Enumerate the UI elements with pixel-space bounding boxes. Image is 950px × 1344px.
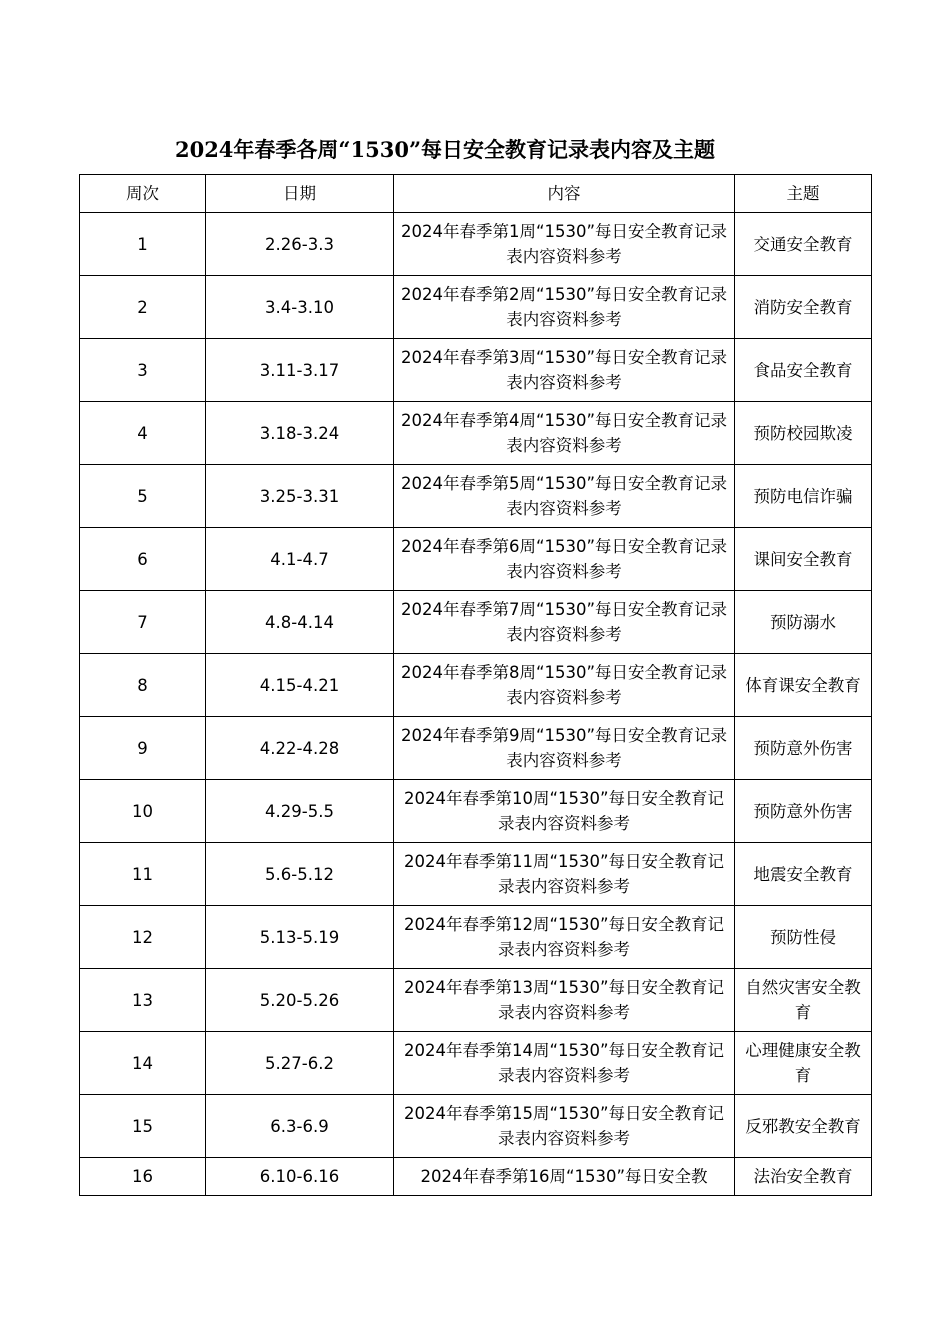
content-cell: 2024年春季第4周“1530”每日安全教育记录表内容资料参考	[394, 402, 735, 465]
week-cell: 8	[80, 654, 206, 717]
content-cell: 2024年春季第2周“1530”每日安全教育记录表内容资料参考	[394, 276, 735, 339]
week-cell: 10	[80, 780, 206, 843]
theme-cell: 地震安全教育	[735, 843, 872, 906]
date-cell: 4.15-4.21	[206, 654, 394, 717]
table-row	[80, 843, 872, 906]
content-cell: 2024年春季第7周“1530”每日安全教育记录表内容资料参考	[394, 591, 735, 654]
table-row	[80, 591, 872, 654]
week-cell: 13	[80, 969, 206, 1032]
theme-cell: 反邪教安全教育	[735, 1095, 872, 1158]
theme-cell: 自然灾害安全教育	[735, 969, 872, 1032]
week-cell: 11	[80, 843, 206, 906]
week-cell: 15	[80, 1095, 206, 1158]
table-row	[80, 213, 872, 276]
date-cell: 5.20-5.26	[206, 969, 394, 1032]
date-cell: 4.1-4.7	[206, 528, 394, 591]
table-row	[80, 906, 872, 969]
content-cell: 2024年春季第5周“1530”每日安全教育记录表内容资料参考	[394, 465, 735, 528]
theme-cell: 预防校园欺凌	[735, 402, 872, 465]
content-cell: 2024年春季第1周“1530”每日安全教育记录表内容资料参考	[394, 213, 735, 276]
week-cell: 4	[80, 402, 206, 465]
content-cell: 2024年春季第15周“1530”每日安全教育记录表内容资料参考	[394, 1095, 735, 1158]
week-cell: 5	[80, 465, 206, 528]
header-week: 周次	[80, 175, 206, 213]
week-cell: 3	[80, 339, 206, 402]
content-cell: 2024年春季第3周“1530”每日安全教育记录表内容资料参考	[394, 339, 735, 402]
date-cell: 3.11-3.17	[206, 339, 394, 402]
theme-cell: 体育课安全教育	[735, 654, 872, 717]
date-cell: 6.3-6.9	[206, 1095, 394, 1158]
week-cell: 14	[80, 1032, 206, 1095]
theme-cell: 预防性侵	[735, 906, 872, 969]
table-row	[80, 1032, 872, 1095]
table-header-row	[80, 175, 872, 213]
table-row	[80, 339, 872, 402]
theme-cell: 食品安全教育	[735, 339, 872, 402]
theme-cell: 法治安全教育	[735, 1158, 872, 1196]
theme-cell: 预防电信诈骗	[735, 465, 872, 528]
theme-cell: 交通安全教育	[735, 213, 872, 276]
table-row	[80, 654, 872, 717]
content-cell: 2024年春季第8周“1530”每日安全教育记录表内容资料参考	[394, 654, 735, 717]
date-cell: 3.18-3.24	[206, 402, 394, 465]
date-cell: 5.6-5.12	[206, 843, 394, 906]
date-cell: 6.10-6.16	[206, 1158, 394, 1196]
date-cell: 4.8-4.14	[206, 591, 394, 654]
content-cell: 2024年春季第14周“1530”每日安全教育记录表内容资料参考	[394, 1032, 735, 1095]
date-cell: 4.29-5.5	[206, 780, 394, 843]
date-cell: 4.22-4.28	[206, 717, 394, 780]
safety-education-table	[79, 174, 872, 1196]
table-row	[80, 1158, 872, 1196]
header-date: 日期	[206, 175, 394, 213]
table-row	[80, 969, 872, 1032]
week-cell: 12	[80, 906, 206, 969]
theme-cell: 预防意外伤害	[735, 717, 872, 780]
content-cell	[394, 1158, 735, 1196]
week-cell: 6	[80, 528, 206, 591]
table-row	[80, 276, 872, 339]
header-content: 内容	[394, 175, 735, 213]
table-row	[80, 465, 872, 528]
content-cell: 2024年春季第9周“1530”每日安全教育记录表内容资料参考	[394, 717, 735, 780]
theme-cell: 心理健康安全教育	[735, 1032, 872, 1095]
content-cell: 2024年春季第13周“1530”每日安全教育记录表内容资料参考	[394, 969, 735, 1032]
week-cell: 9	[80, 717, 206, 780]
content-cell: 2024年春季第11周“1530”每日安全教育记录表内容资料参考	[394, 843, 735, 906]
theme-cell: 消防安全教育	[735, 276, 872, 339]
week-cell: 1	[80, 213, 206, 276]
content-cell: 2024年春季第12周“1530”每日安全教育记录表内容资料参考	[394, 906, 735, 969]
date-cell: 5.13-5.19	[206, 906, 394, 969]
date-cell: 5.27-6.2	[206, 1032, 394, 1095]
theme-cell: 预防溺水	[735, 591, 872, 654]
table-row	[80, 1095, 872, 1158]
week-cell: 7	[80, 591, 206, 654]
content-cell-text: 2024年春季第16周“1530”每日安全教	[420, 1167, 708, 1186]
table-row	[80, 780, 872, 843]
content-cell: 2024年春季第6周“1530”每日安全教育记录表内容资料参考	[394, 528, 735, 591]
date-cell: 3.4-3.10	[206, 276, 394, 339]
date-cell: 3.25-3.31	[206, 465, 394, 528]
table-row	[80, 717, 872, 780]
header-theme: 主题	[735, 175, 872, 213]
table-row	[80, 402, 872, 465]
content-cell: 2024年春季第10周“1530”每日安全教育记录表内容资料参考	[394, 780, 735, 843]
theme-cell: 课间安全教育	[735, 528, 872, 591]
page-title: 2024年春季各周“1530”每日安全教育记录表内容及主题	[174, 137, 716, 162]
theme-cell: 预防意外伤害	[735, 780, 872, 843]
date-cell: 2.26-3.3	[206, 213, 394, 276]
table-row	[80, 528, 872, 591]
week-cell: 2	[80, 276, 206, 339]
week-cell: 16	[80, 1158, 206, 1196]
